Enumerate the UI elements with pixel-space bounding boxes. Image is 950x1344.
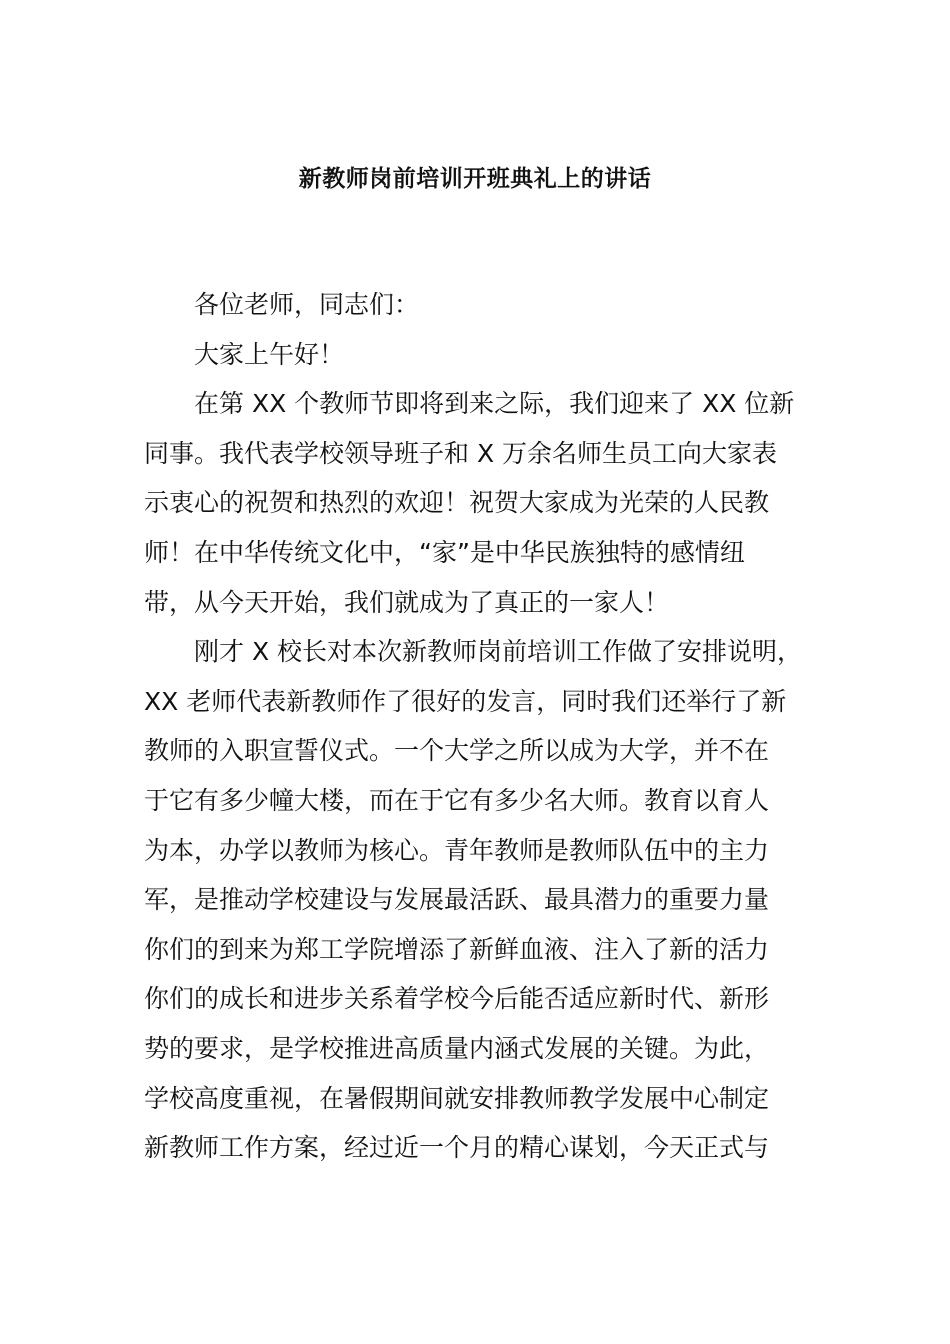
paragraph-1-line-5: 带，从今天开始，我们就成为了真正的一家人！ (144, 587, 670, 617)
paragraph-2-line-3: 教师的入职宣誓仪式。一个大学之所以成为大学，并不在 (144, 736, 770, 766)
paragraph-1-line-4: 师！在中华传统文化中，“家”是中华民族独特的感情纽 (144, 537, 745, 567)
paragraph-2-line-8: 你们的成长和进步关系着学校今后能否适应新时代、新形 (144, 984, 770, 1014)
paragraph-1-line-2: 同事。我代表学校领导班子和 X 万余名师生员工向大家表 (144, 438, 778, 468)
paragraph-2-line-4: 于它有多少幢大楼，而在于它有多少名大师。教育以育人 (144, 785, 770, 815)
salutation-line: 各位老师，同志们： (194, 290, 420, 319)
greeting-line: 大家上午好！ (194, 339, 345, 369)
paragraph-2-line-10: 学校高度重视，在暑假期间就安排教师教学发展中心制定 (144, 1083, 770, 1113)
document-body (144, 280, 844, 1173)
paragraph-2-line-5: 为本，办学以教师为核心。青年教师是教师队伍中的主力 (144, 835, 770, 865)
paragraph-1-line-3: 示衷心的祝贺和热烈的欢迎！祝贺大家成为光荣的人民教 (144, 488, 770, 518)
document-title: 新教师岗前培训开班典礼上的讲话 (298, 166, 652, 192)
paragraph-2-line-1: 刚才 X 校长对本次新教师岗前培训工作做了安排说明， (194, 637, 803, 667)
paragraph-2-line-11: 新教师工作方案，经过近一个月的精心谋划，今天正式与 (144, 1133, 770, 1163)
paragraph-2-line-7: 你们的到来为郑工学院增添了新鲜血液、注入了新的活力 (144, 934, 770, 964)
paragraph-1-line-1: 在第 XX 个教师节即将到来之际，我们迎来了 XX 位新 (194, 389, 795, 419)
paragraph-2-line-2: XX 老师代表新教师作了很好的发言，同时我们还举行了新 (144, 686, 787, 716)
paragraph-2-line-9: 势的要求，是学校推进高质量内涵式发展的关键。为此， (144, 1033, 770, 1063)
paragraph-2-line-6: 军，是推动学校建设与发展最活跃、最具潜力的重要力量 (144, 885, 770, 915)
